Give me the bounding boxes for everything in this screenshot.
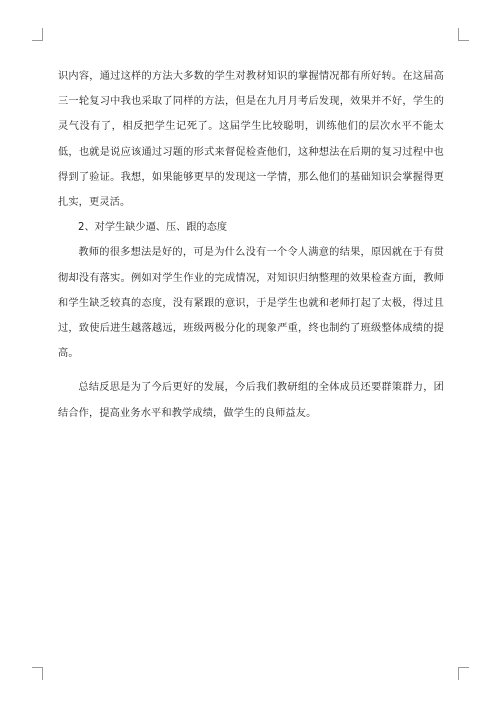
paragraph-continued: 识内容，通过这样的方法大多数的学生对教材知识的掌握情况都有所好转。在这届高三一轮复习中我也采取了同样的方法，但是在九月月考后发现，效果并不好，学生的灵气没有了，相反把学生记死了。这届学生比较聪明，训练他们的层次水平不能太低，也就是说应该通过习题的形式来督促检查他们，这种想法在后期的复习过程中也得到了验证。我想，如果能够更早的发现这一学情，那么他们的基础知识会掌握得更扎实，更灵活。: [58, 71, 444, 209]
document-body: [58, 64, 444, 426]
paragraph-summary: 总结反思是为了今后更好的发展，今后我们教研组的全体成员还要群策群力，团结合作，提高业务水平和教学成绩，做学生的良师益友。: [58, 382, 444, 419]
crop-mark-bottom-left: [32, 667, 43, 680]
section-heading: 2、对学生缺少逼、压、跟的态度: [78, 222, 228, 234]
paragraph-spacer: [58, 366, 444, 375]
crop-mark-bottom-right: [458, 667, 469, 680]
crop-mark-top-left: [32, 28, 43, 41]
paragraph-attitude: 教师的很多想法是好的，可是为什么没有一个令人满意的结果，原因就在于有贯彻却没有落实。例如对学生作业的完成情况，对知识归纳整理的效果检查方面，教师和学生缺乏较真的态度，没有紧跟的意识，于是学生也就和老师打起了太极，得过且过，致使后进生越落越远，班级两极分化的现象严重，终也制约了班级整体成绩的提高。: [58, 247, 444, 360]
crop-mark-top-right: [458, 28, 469, 41]
